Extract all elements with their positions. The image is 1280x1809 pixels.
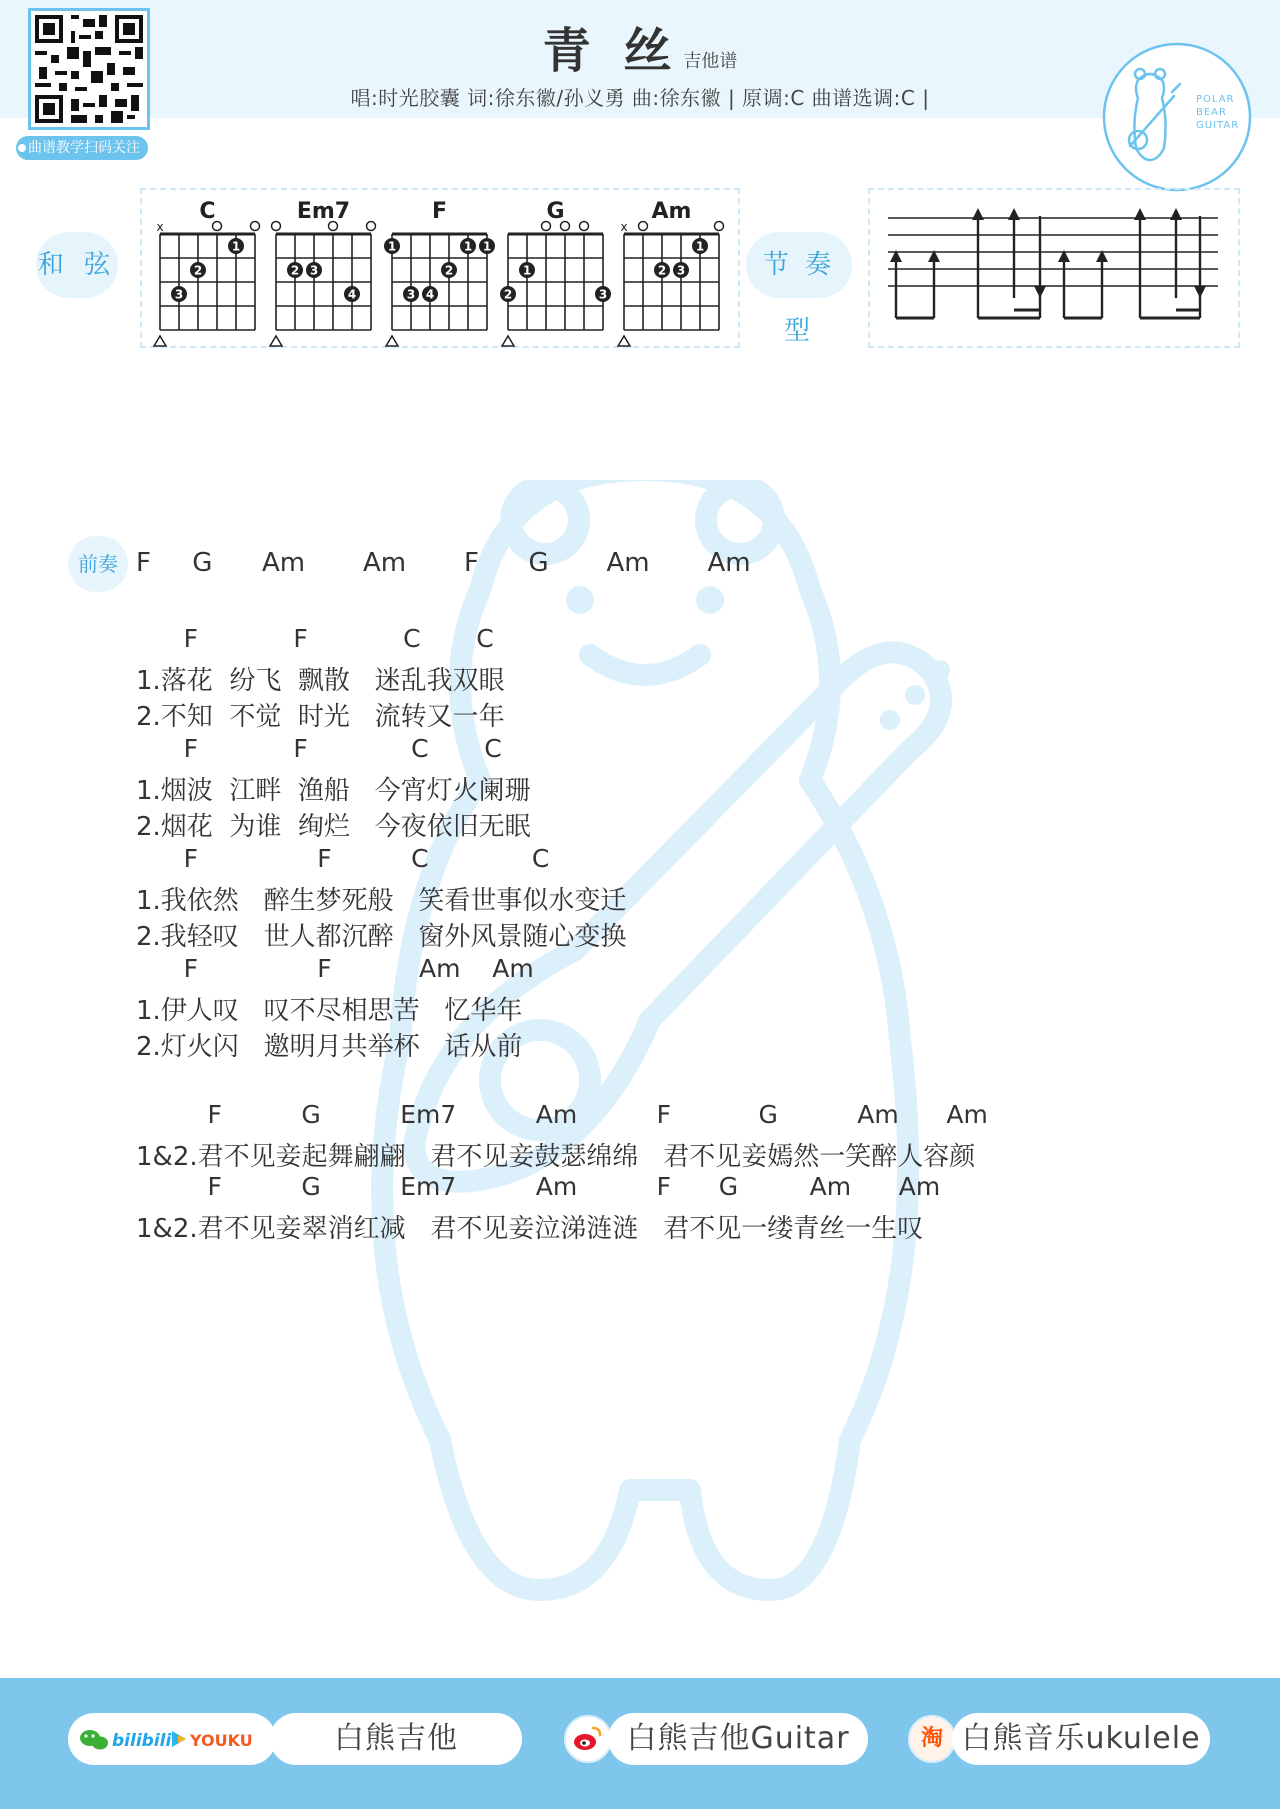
polar-bear-guitar-logo [1102, 42, 1252, 192]
song-subtitle: 吉他谱 [683, 51, 738, 72]
root-triangle-icon [270, 336, 282, 346]
weibo-icon[interactable] [564, 1715, 612, 1763]
lyric-line: 2.不知 不觉 时光 流转又一年 [136, 702, 505, 732]
chord-diagram-am [618, 199, 724, 346]
qr-caption [16, 136, 148, 160]
strum-up-arrow-icon [1058, 250, 1070, 298]
lyric-line: 2.我轻叹 世人都沉醉 窗外风景随心变换 [136, 922, 627, 952]
open-string-marker [213, 222, 222, 231]
qr-pattern-icon [31, 11, 147, 127]
chord-line: F G Em7 Am F G Am Am [136, 1100, 988, 1129]
qr-caption-text: 曲谱教学扫码关注 [28, 140, 140, 156]
lyric-line: 1.落花 纷飞 飘散 迷乱我双眼 [136, 666, 505, 696]
finger-number: 4 [347, 287, 357, 302]
chord-line: F F C C [136, 624, 494, 653]
chord-name: Em7 [296, 199, 351, 224]
lyric-line: 1.烟波 江畔 渔船 今宵灯火阑珊 [136, 776, 531, 806]
finger-number: 2 [444, 263, 454, 278]
svg-text:BEAR: BEAR [1196, 107, 1227, 118]
finger-number: 4 [425, 287, 435, 302]
strum-up-arrow-icon [928, 250, 940, 298]
svg-text:POLAR: POLAR [1196, 94, 1235, 105]
chord-line: F G Em7 Am F G Am Am [136, 1172, 941, 1201]
rhythm-pattern [888, 208, 1228, 336]
chord-name: G [546, 199, 565, 224]
root-triangle-icon [502, 336, 514, 346]
muted-string-marker: x [156, 220, 164, 234]
finger-number: 3 [309, 263, 319, 278]
open-string-marker [251, 222, 260, 231]
chord-name: F [431, 199, 448, 224]
finger-number: 3 [676, 263, 686, 278]
lyric-line: 1&2.君不见妾起舞翩翩 君不见妾鼓瑟绵绵 君不见妾嫣然一笑醉人容颜 [136, 1142, 976, 1172]
bilibili-logo: bilibili [112, 1731, 172, 1751]
chord-name: Am [651, 199, 692, 224]
strum-up-arrow-icon [1096, 250, 1108, 298]
qr-code[interactable] [28, 8, 150, 130]
dot-icon [18, 144, 26, 152]
chord-diagram-f [384, 199, 495, 346]
muted-string-marker: x [620, 220, 628, 234]
chord-diagram-em7 [270, 199, 376, 346]
strum-up-arrow-icon [1008, 208, 1020, 298]
finger-number: 2 [657, 263, 667, 278]
strum-up-arrow-icon [890, 250, 902, 298]
strum-up-arrow-icon [972, 208, 984, 298]
svg-text:GUITAR: GUITAR [1196, 120, 1240, 131]
song-title: 青 丝 [542, 23, 680, 79]
finger-number: 1 [231, 239, 241, 254]
footer-weibo-account[interactable]: 白熊吉他Guitar [608, 1713, 868, 1765]
footer-wechat-account[interactable]: 白熊吉他 [270, 1713, 522, 1765]
open-string-marker [580, 222, 589, 231]
root-triangle-icon [386, 336, 398, 346]
prelude-label: 前奏 [68, 536, 128, 592]
root-triangle-icon [618, 336, 630, 346]
lyric-line: 2.烟花 为谁 绚烂 今夜依旧无眠 [136, 812, 531, 842]
open-string-marker [715, 222, 724, 231]
chord-diagram-c [154, 199, 260, 346]
root-triangle-icon [154, 336, 166, 346]
taobao-glyph: 淘 [920, 1726, 943, 1751]
finger-number: 2 [290, 263, 300, 278]
lyric-line: 1.我依然 醉生梦死般 笑看世事似水变迁 [136, 886, 627, 916]
taobao-icon[interactable] [908, 1715, 956, 1763]
open-string-marker [639, 222, 648, 231]
footer-taobao-account[interactable]: 白熊音乐ukulele [952, 1713, 1210, 1765]
finger-number: 3 [598, 287, 608, 302]
lyric-line: 1.伊人叹 叹不尽相思苦 忆华年 [136, 996, 523, 1026]
finger-number: 1 [387, 239, 397, 254]
finger-number: 1 [482, 239, 492, 254]
rhythm-section-label: 节 奏 型 [746, 232, 852, 298]
open-string-marker [272, 222, 281, 231]
chord-diagram-g [500, 199, 611, 346]
weibo-glyph-icon [566, 1717, 610, 1761]
finger-number: 2 [193, 263, 203, 278]
chord-line: F F C C [136, 844, 550, 873]
prelude-chords: F G Am Am F G Am Am [136, 548, 751, 578]
chord-line: F F C C [136, 734, 502, 763]
open-string-marker [561, 222, 570, 231]
chord-name: C [199, 199, 216, 224]
platform-logos-row [68, 1713, 276, 1765]
platform-logos[interactable] [68, 1713, 276, 1765]
finger-number: 1 [695, 239, 705, 254]
finger-number: 3 [174, 287, 184, 302]
finger-number: 1 [522, 263, 532, 278]
song-credits: 唱:时光胶囊 词:徐东徽/孙义勇 曲:徐东徽 | 原调:C 曲谱选调:C | [350, 86, 930, 110]
finger-number: 2 [503, 287, 513, 302]
chord-diagrams [146, 196, 736, 352]
finger-number: 1 [463, 239, 473, 254]
finger-number: 3 [406, 287, 416, 302]
strum-up-arrow-icon [1170, 208, 1182, 298]
lyric-line: 2.灯火闪 邀明月共举杯 话从前 [136, 1032, 523, 1062]
youku-logo: YOUKU [190, 1731, 253, 1750]
lyric-line: 1&2.君不见妾翠消红减 君不见妾泣涕涟涟 君不见一缕青丝一生叹 [136, 1214, 924, 1244]
open-string-marker [367, 222, 376, 231]
youku-play-icon [172, 1731, 186, 1747]
title-block [0, 12, 1280, 81]
chord-line: F F Am Am [136, 954, 534, 983]
wechat-icon [80, 1730, 108, 1750]
strum-up-arrow-icon [1134, 208, 1146, 298]
chords-section-label: 和 弦 [36, 232, 118, 298]
